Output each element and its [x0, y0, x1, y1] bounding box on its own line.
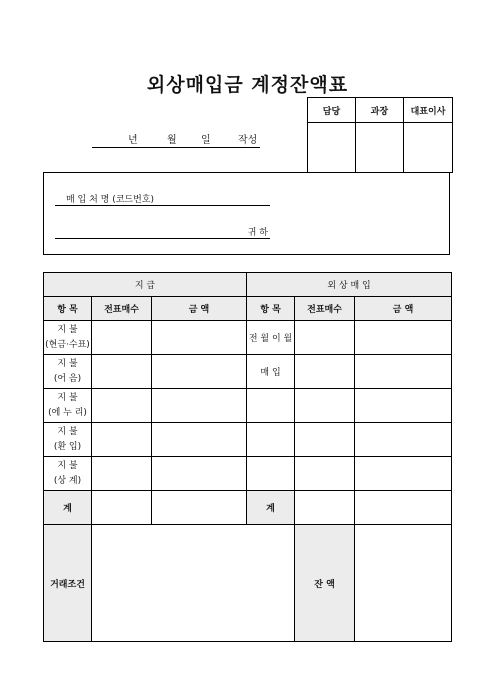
balance-table [43, 272, 452, 642]
approval-box [307, 97, 453, 173]
sum-slip-count-cell[interactable] [295, 491, 355, 525]
buyer-suffix-label: 귀 하 [247, 228, 268, 238]
item-label: 매 입 [247, 355, 295, 389]
approval-label-manager: 담당 [308, 98, 356, 123]
item-label: 지 불 (현금·수표) [44, 321, 92, 355]
amount-cell[interactable] [355, 423, 452, 457]
slip-count-cell[interactable] [295, 321, 355, 355]
amount-cell[interactable] [355, 457, 452, 491]
approval-stamp-ceo[interactable] [404, 123, 453, 173]
amount-cell[interactable] [152, 389, 247, 423]
amount-cell[interactable] [152, 423, 247, 457]
slip-count-cell[interactable] [92, 457, 152, 491]
approval-label-ceo: 대표이사 [404, 98, 453, 123]
slip-count-cell[interactable] [92, 389, 152, 423]
col-header-item: 항 목 [247, 297, 295, 321]
group-header-payment: 지 급 [44, 273, 247, 297]
approval-stamp-chief[interactable] [356, 123, 404, 173]
buyer-name-label: 매 입 처 명 (코드번호) [66, 195, 155, 205]
col-header-item: 항 목 [44, 297, 92, 321]
col-header-amount: 금 액 [355, 297, 452, 321]
date-line[interactable] [92, 131, 260, 148]
buyer-name-field[interactable] [55, 192, 270, 206]
sum-label: 계 [247, 491, 295, 525]
trade-condition-cell[interactable] [92, 525, 295, 642]
amount-cell[interactable] [152, 355, 247, 389]
amount-cell[interactable] [355, 389, 452, 423]
page-title: 외상매입금 계정잔액표 [146, 74, 349, 96]
sum-label: 계 [44, 491, 92, 525]
month-label: 월 [167, 135, 177, 146]
item-label[interactable] [247, 423, 295, 457]
balance-cell[interactable] [355, 525, 452, 642]
slip-count-cell[interactable] [295, 389, 355, 423]
col-header-amount: 금 액 [152, 297, 247, 321]
item-label: 전 월 이 월 [247, 321, 295, 355]
amount-cell[interactable] [152, 457, 247, 491]
group-header-credit-purchase: 외 상 매 입 [247, 273, 452, 297]
slip-count-cell[interactable] [92, 321, 152, 355]
buyer-box [43, 172, 450, 255]
amount-cell[interactable] [152, 321, 247, 355]
item-label: 지 불 (상 계) [44, 457, 92, 491]
slip-count-cell[interactable] [295, 423, 355, 457]
amount-cell[interactable] [355, 321, 452, 355]
approval-label-chief: 과장 [356, 98, 404, 123]
written-label: 작성 [238, 135, 258, 146]
item-label[interactable] [247, 389, 295, 423]
sum-slip-count-cell[interactable] [92, 491, 152, 525]
slip-count-cell[interactable] [295, 355, 355, 389]
item-label: 지 불 (에 누 리) [44, 389, 92, 423]
amount-cell[interactable] [355, 355, 452, 389]
col-header-slip-count: 전표매수 [295, 297, 355, 321]
slip-count-cell[interactable] [92, 355, 152, 389]
sum-amount-cell[interactable] [152, 491, 247, 525]
slip-count-cell[interactable] [295, 457, 355, 491]
item-label: 지 불 (환 입) [44, 423, 92, 457]
col-header-slip-count: 전표매수 [92, 297, 152, 321]
approval-stamp-manager[interactable] [308, 123, 356, 173]
day-label: 일 [201, 135, 211, 146]
buyer-suffix-field[interactable] [55, 225, 270, 239]
item-label: 지 불 (어 음) [44, 355, 92, 389]
balance-label: 잔 액 [295, 525, 355, 642]
sum-amount-cell[interactable] [355, 491, 452, 525]
trade-condition-label: 거래조건 [44, 525, 92, 642]
year-label: 년 [128, 135, 138, 146]
slip-count-cell[interactable] [92, 423, 152, 457]
item-label[interactable] [247, 457, 295, 491]
